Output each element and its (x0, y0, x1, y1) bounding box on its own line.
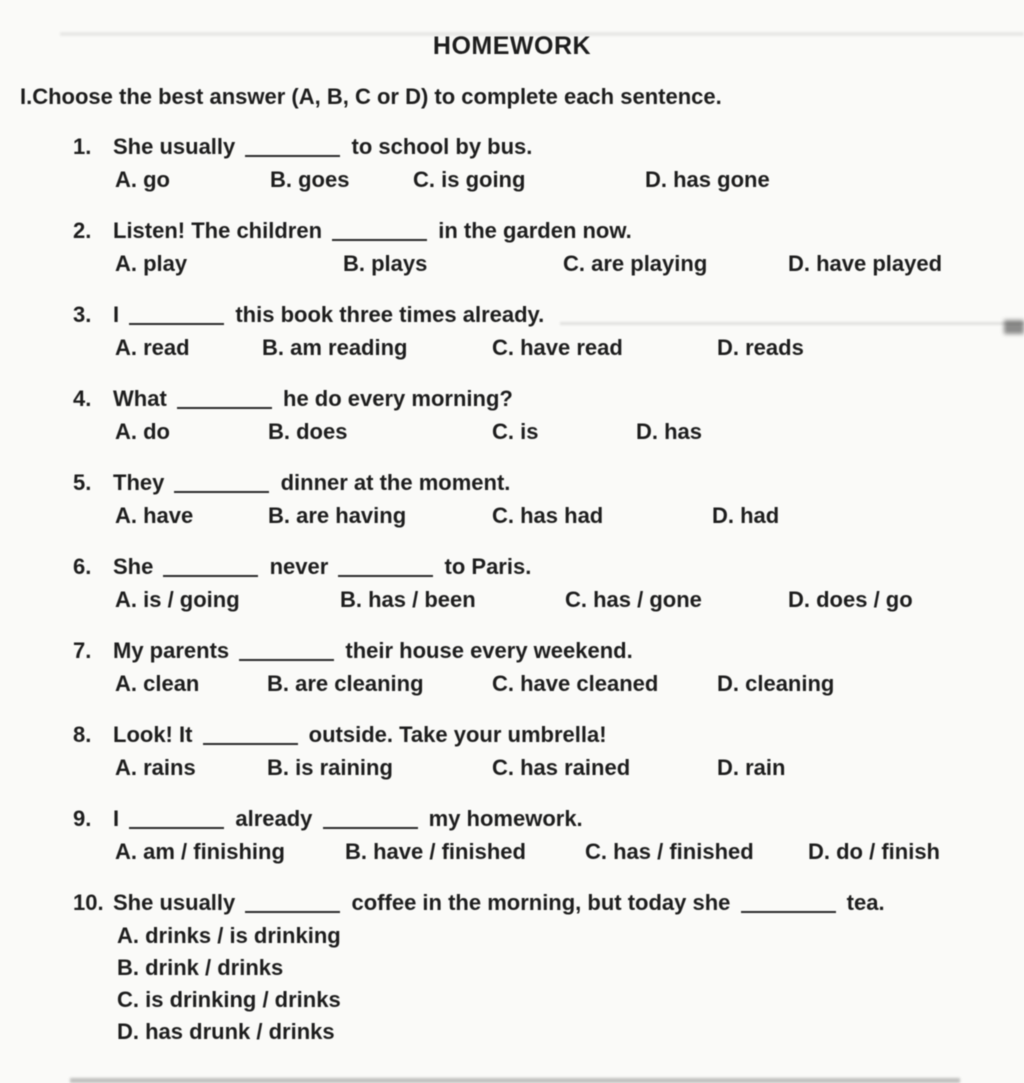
question-number: 1. (73, 134, 92, 159)
option: B. have / finished (345, 839, 526, 864)
option: D. has drunk / drinks (117, 1019, 335, 1044)
question-sentence: What he do every morning? (113, 386, 513, 411)
option: D. does / go (788, 587, 913, 612)
option: B. has / been (340, 587, 476, 612)
question-line (0, 722, 1024, 755)
question-line (0, 470, 1024, 503)
answer-blank (129, 322, 224, 325)
option: A. have (115, 503, 194, 528)
question-number: 4. (73, 386, 92, 411)
options-row (0, 587, 1024, 620)
question-line (0, 554, 1024, 587)
option: C. have cleaned (492, 671, 659, 696)
question-item (0, 470, 1024, 536)
option: B. are cleaning (267, 671, 424, 696)
options-row (0, 503, 1024, 536)
answer-blank (129, 826, 224, 829)
options-row (0, 671, 1024, 704)
homework-worksheet (0, 32, 1024, 1083)
question-line (0, 218, 1024, 251)
question-sentence: They dinner at the moment. (113, 470, 511, 495)
question-line (0, 890, 1024, 923)
answer-blank (203, 742, 298, 745)
option: B. goes (270, 167, 350, 192)
option: D. rain (717, 755, 786, 780)
question-item (0, 302, 1024, 368)
option: C. has had (492, 503, 604, 528)
option: D. reads (717, 335, 804, 360)
page-title: HOMEWORK (432, 32, 592, 60)
question-line (0, 302, 1024, 335)
option: A. do (115, 419, 170, 444)
options-row (0, 335, 1024, 368)
options-row (0, 755, 1024, 788)
answer-blank (245, 910, 340, 913)
option: A. go (115, 167, 170, 192)
answer-blank (323, 826, 418, 829)
option: A. clean (115, 671, 200, 696)
question-line (0, 386, 1024, 419)
question-number: 5. (73, 470, 92, 495)
question-sentence: I already my homework. (113, 806, 583, 831)
option: D. cleaning (717, 671, 835, 696)
question-item (0, 638, 1024, 704)
option: A. am / finishing (115, 839, 285, 864)
option: D. has (636, 419, 703, 444)
option: D. have played (788, 251, 943, 276)
answer-blank (163, 574, 258, 577)
question-line (0, 134, 1024, 167)
question-number: 10. (73, 890, 104, 915)
option: A. drinks / is drinking (117, 923, 341, 948)
option: D. had (712, 503, 780, 528)
question-sentence: I this book three times already. (113, 302, 545, 327)
option: B. are having (268, 503, 407, 528)
question-sentence: Look! It outside. Take your umbrella! (113, 722, 607, 747)
options-row (0, 419, 1024, 452)
option: B. plays (343, 251, 428, 276)
questions-list (0, 134, 1024, 1051)
question-item (0, 554, 1024, 620)
option: C. has / gone (565, 587, 702, 612)
question-line (0, 806, 1024, 839)
option: A. rains (115, 755, 196, 780)
answer-blank (239, 658, 334, 661)
option: C. have read (492, 335, 623, 360)
question-line (0, 638, 1024, 671)
answer-blank (332, 238, 427, 241)
option: A. play (115, 251, 188, 276)
option: C. is going (413, 167, 526, 192)
section-heading: I.Choose the best answer (A, B, C or D) to complete each sentence. (20, 84, 722, 109)
answer-blank (245, 154, 340, 157)
answer-blank (338, 574, 433, 577)
options-row (0, 167, 1024, 200)
question-number: 9. (73, 806, 92, 831)
question-item (0, 386, 1024, 452)
option: C. are playing (563, 251, 708, 276)
answer-blank (174, 490, 269, 493)
option: C. is (492, 419, 539, 444)
question-number: 3. (73, 302, 92, 327)
question-item (0, 722, 1024, 788)
answer-blank (177, 406, 272, 409)
question-sentence: She never to Paris. (113, 554, 532, 579)
option: C. is drinking / drinks (117, 987, 341, 1012)
question-sentence: She usually to school by bus. (113, 134, 533, 159)
options-row (0, 839, 1024, 872)
question-item (0, 890, 1024, 1051)
option: B. does (268, 419, 348, 444)
question-number: 6. (73, 554, 92, 579)
option: D. has gone (645, 167, 770, 192)
question-item (0, 134, 1024, 200)
question-sentence: My parents their house every weekend. (113, 638, 633, 663)
options-row (0, 251, 1024, 284)
question-sentence: She usually coffee in the morning, but today she tea. (113, 890, 885, 915)
option: B. am reading (262, 335, 408, 360)
question-item (0, 806, 1024, 872)
options-stack (0, 923, 1024, 1051)
question-number: 2. (73, 218, 92, 243)
option: C. has rained (492, 755, 631, 780)
option: A. is / going (115, 587, 240, 612)
scan-artifact-bottom (70, 1078, 960, 1083)
option: D. do / finish (808, 839, 940, 864)
answer-blank (741, 910, 836, 913)
option: B. is raining (267, 755, 393, 780)
question-sentence: Listen! The children in the garden now. (113, 218, 632, 243)
question-number: 8. (73, 722, 92, 747)
option: A. read (115, 335, 190, 360)
option: C. has / finished (585, 839, 754, 864)
question-number: 7. (73, 638, 92, 663)
option: B. drink / drinks (117, 955, 284, 980)
question-item (0, 218, 1024, 284)
